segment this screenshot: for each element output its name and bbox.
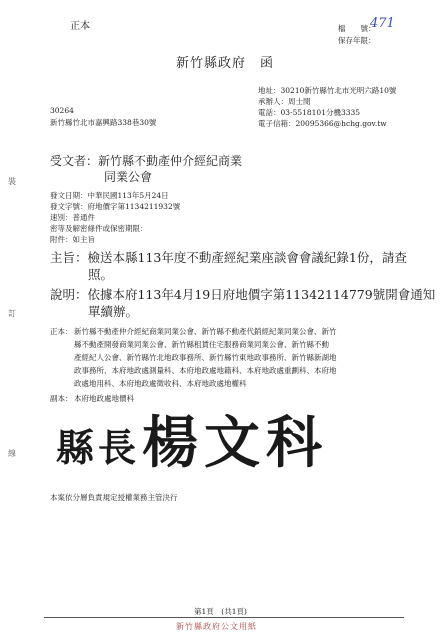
signature-title: 縣長	[56, 425, 141, 470]
cc-main-line-3: 產經紀人公會、新竹縣竹北地政事務所、新竹縣竹東地政事務所、新竹縣新湖地	[74, 353, 337, 362]
file-no-value: 471	[370, 16, 395, 31]
recipient-zip: 30264	[50, 106, 74, 115]
document-title: 新竹縣政府 函	[176, 56, 275, 71]
explanation-line2: 單續辦。	[88, 304, 139, 319]
sender-contact: 承辦人：周士閔	[258, 97, 311, 106]
addressee-block	[50, 154, 242, 169]
cc-copy-label: 副本：	[50, 394, 73, 403]
cc-copy-value: 本府地政處地價科	[74, 394, 134, 403]
addressee-line1: 新竹縣不動產仲介經紀商業	[98, 154, 243, 168]
cc-main-line-1: 新竹縣不動產仲介經紀商業同業公會、新竹縣不動產代銷經紀業同業公會、新竹	[74, 327, 337, 336]
file-no-label: 檔 號：	[338, 24, 376, 33]
explanation-block	[50, 287, 435, 303]
recipient-address: 新竹縣竹北市嘉興路338巷30號	[50, 118, 157, 127]
page-number: 第1頁 (共1頁)	[194, 607, 247, 616]
sender-email: 電子信箱：20095366@hchg.gov.tw	[258, 119, 387, 128]
speed-class: 速別：普通件	[50, 213, 95, 222]
explanation-line1: 依據本府113年4月19日府地價字第11342114779號開會通知	[87, 287, 436, 302]
sender-phone: 電話：03-5518101分機3335	[258, 108, 361, 117]
sender-address: 地址：30210新竹縣竹北市光明六路10號	[258, 86, 397, 95]
footer-divider	[44, 617, 404, 618]
original-mark: 正本	[70, 21, 90, 32]
security-class: 密等及解密條件或保密期限：	[50, 224, 148, 233]
paper-name: 新竹縣政府公文用紙	[176, 622, 257, 631]
subject-line2: 照。	[88, 267, 114, 282]
subject-block	[50, 250, 407, 266]
binding-mark-top: 裝	[8, 177, 16, 186]
retention-label: 保存年限：	[338, 36, 376, 45]
binding-mark-bottom: 線	[8, 449, 16, 458]
cc-main-line-2: 縣不動產開發商業同業公會、新竹縣租賃住宅服務商業同業公會、新竹縣不動	[74, 340, 329, 349]
cc-main-label: 正本：	[50, 327, 73, 336]
issue-number: 發文字號：府地價字第1134211932號	[50, 202, 181, 211]
attachment: 附件：如主旨	[50, 235, 95, 244]
cc-main-line-5: 政處地用科、本府地政處徵收科、本府地政處地權科	[74, 379, 247, 388]
signature-name: 楊文科	[142, 410, 328, 476]
issue-date: 發文日期：中華民國113年5月24日	[50, 191, 169, 200]
addressee-line2: 同業公會	[104, 170, 153, 184]
cc-main-line-4: 政事務所、本府地政處測量科、本府地政處地籍科、本府地政處重劃科、本府地	[74, 366, 337, 375]
subject-label: 主旨：	[50, 250, 88, 265]
binding-mark-middle: 訂	[8, 309, 16, 318]
subject-line1: 檢送本縣113年度不動產經紀業座談會會議紀錄1份，請查	[87, 250, 407, 265]
authority-note: 本案依分層負責規定授權業務主管決行	[50, 493, 178, 502]
addressee-label: 受文者：	[50, 154, 99, 168]
explanation-label: 說明：	[50, 287, 88, 302]
